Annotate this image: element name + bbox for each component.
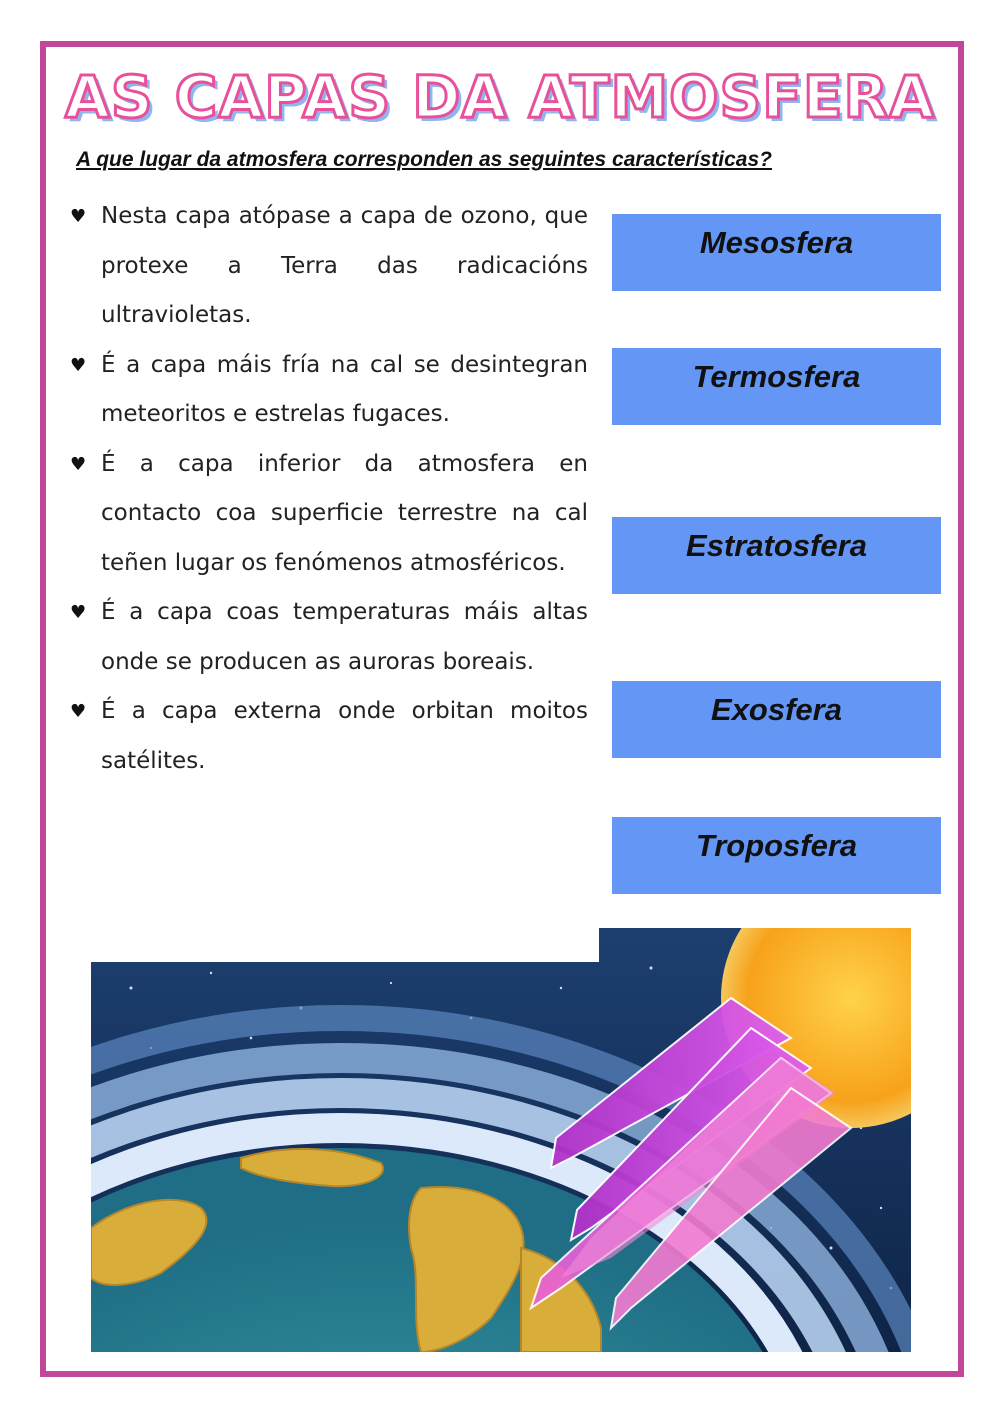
heart-bullet-icon: ♥: [70, 701, 87, 722]
question-item: [70, 588, 588, 687]
question-list: [70, 192, 588, 786]
heart-bullet-icon: ♥: [70, 206, 87, 227]
heart-bullet-icon: ♥: [70, 602, 87, 623]
white-notch: [91, 928, 599, 962]
answer-box-termosfera[interactable]: Termosfera: [612, 348, 941, 425]
heart-bullet-icon: ♥: [70, 453, 87, 475]
page-title: AS CAPAS DA ATMOSFERA: [64, 63, 936, 131]
answer-box-exosfera[interactable]: Exosfera: [612, 681, 941, 758]
question-text: Nesta capa atópase a capa de ozono, que protexe a Terra das radicacións ultravioletas.: [101, 203, 588, 328]
answer-box-troposfera[interactable]: Troposfera: [612, 817, 941, 894]
atmosphere-illustration: [91, 928, 911, 1352]
heart-bullet-icon: ♥: [70, 354, 87, 376]
answer-box-mesosfera[interactable]: Mesosfera: [612, 214, 941, 291]
question-text: É a capa máis fría na cal se desintegran meteoritos e estrelas fugaces.: [101, 351, 588, 427]
question-item: [70, 440, 588, 589]
question-item: [70, 192, 588, 341]
instructions: A que lugar da atmosfera corresponden as seguintes características?: [76, 148, 772, 171]
question-text: É a capa coas temperaturas máis altas onde se producen as auroras boreais.: [101, 599, 588, 675]
answer-box-estratosfera[interactable]: Estratosfera: [612, 517, 941, 594]
question-text: É a capa externa onde orbitan moitos satélites.: [101, 698, 588, 774]
question-item: [70, 341, 588, 440]
question-text: É a capa inferior da atmosfera en contacto coa superficie terrestre na cal teñen lugar os fenómenos atmosféricos.: [101, 450, 588, 576]
question-item: [70, 687, 588, 786]
